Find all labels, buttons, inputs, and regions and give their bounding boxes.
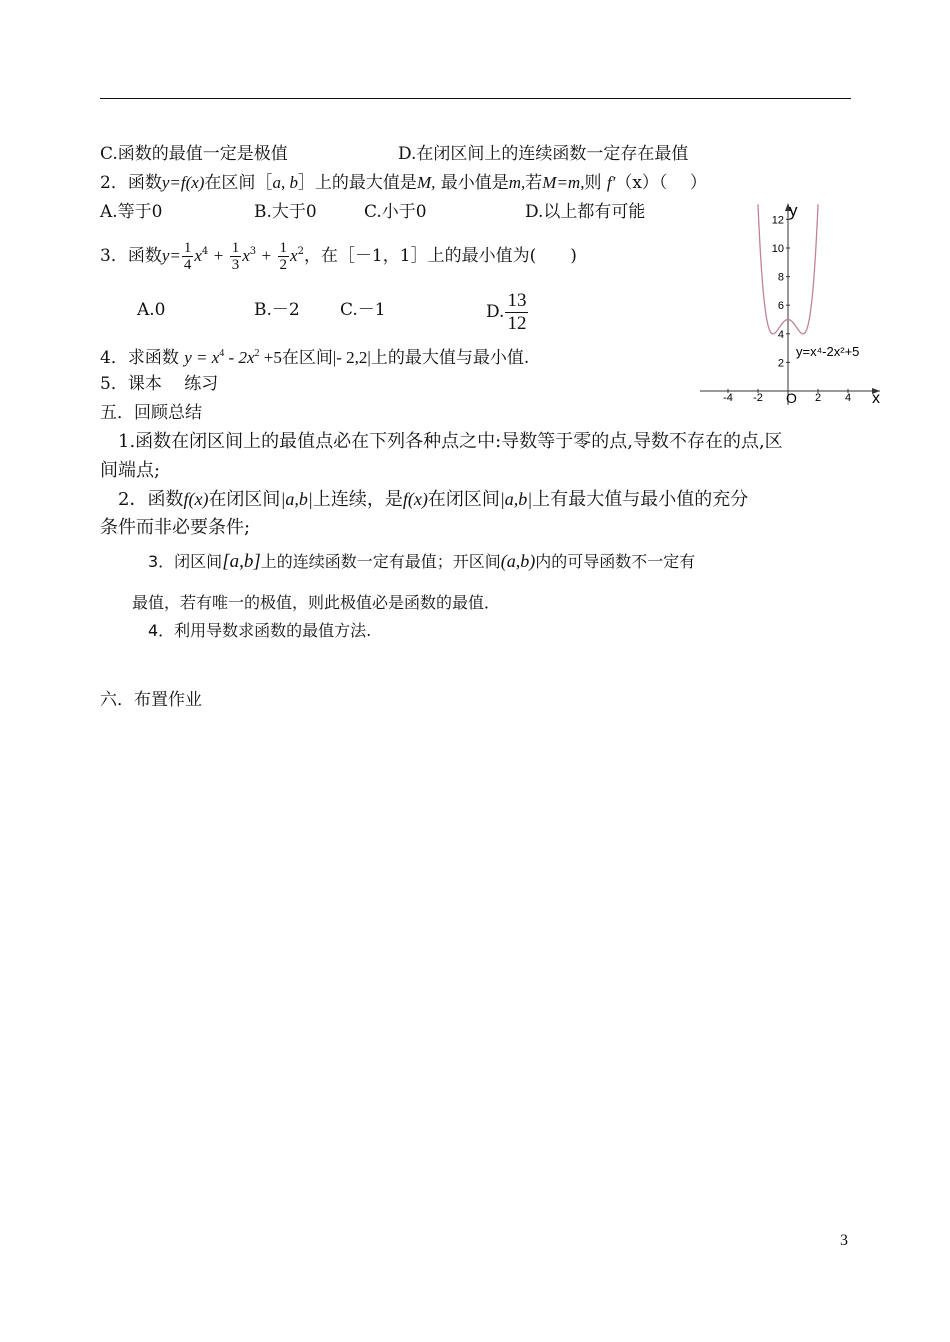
graph-y-label: y <box>789 201 798 220</box>
q4-stem-b: 在区间 <box>281 348 333 368</box>
summary-point-2-line-2: 条件而非必要条件; <box>100 517 251 538</box>
q2-stem-b: 在区间［ <box>204 173 273 193</box>
summary-p2-interval: |a,b| <box>280 489 313 509</box>
graph-y-ticks <box>772 214 790 369</box>
graph-y-tick-label: 8 <box>777 271 784 284</box>
q2-derivative: f′ <box>606 173 616 192</box>
section-5-title: 五．回顾总结 <box>100 403 202 423</box>
summary-point-1-line-1: 1.函数在闭区间上的最值点必在下列各种点之中:导数等于零的点,导数不存在的点,区 <box>118 431 783 452</box>
summary-point-4: 4．利用导数求函数的最值方法. <box>148 621 372 640</box>
graph-x-tick-label: 4 <box>844 392 852 404</box>
q3-exp-2: 3 <box>249 246 257 257</box>
graph-y-tick-label: 4 <box>777 328 784 341</box>
q3-exp-1: 4 <box>201 246 209 257</box>
q3-option-d-prefix: D. <box>486 302 505 322</box>
graph-origin-label: O <box>786 390 797 406</box>
q2-condition: M=m, <box>542 173 585 192</box>
q1-option-d: D.在闭区间上的连续函数一定存在最值 <box>398 144 689 164</box>
q2-option-d: D.以上都有可能 <box>525 202 646 222</box>
q2-option-b: B.大于0 <box>254 202 317 222</box>
q2-stem-a: 2．函数 <box>100 173 162 193</box>
q4-func: y = x <box>184 348 220 367</box>
q2-stem-g: （x）（ ） <box>615 173 707 193</box>
graph-x-tick-label: 2 <box>814 392 822 404</box>
summary-p2-c: 上连续，是 <box>312 489 403 510</box>
section-6-title: 六．布置作业 <box>100 690 202 710</box>
q3-term-1: x <box>194 246 202 265</box>
summary-p2-interval-2: |a,b| <box>499 489 533 509</box>
q2-max: M, <box>416 173 436 192</box>
q2-stem-f: 则 <box>584 173 602 193</box>
q3-option-b: B.－2 <box>254 300 300 320</box>
q3-f2-den: 3 <box>231 257 240 273</box>
q3-option-d-den: 12 <box>507 313 527 334</box>
graph-x-tick-label: -2 <box>753 392 763 404</box>
q3-f1-den: 4 <box>183 257 192 273</box>
page-number: 3 <box>840 1232 848 1249</box>
graph-x-label: x <box>872 390 880 407</box>
q3-y: y= <box>161 246 181 265</box>
q3-f3-den: 2 <box>279 257 288 273</box>
summary-p3-open-interval: (a,b) <box>500 551 536 571</box>
q4-tail: +5 <box>259 348 282 367</box>
q2-option-a: A.等于0 <box>100 202 163 222</box>
q3-term-2: x <box>242 246 250 265</box>
q4-exp-2: 2 <box>254 348 260 359</box>
graph-y-tick-label: 6 <box>777 300 784 313</box>
summary-point-1-line-2: 间端点; <box>100 460 161 481</box>
q3-exp-3: 2 <box>297 246 304 257</box>
summary-p3-interval: [a,b] <box>222 551 261 572</box>
q3-f2-num: 1 <box>231 240 240 256</box>
graph-x-tick-label: -4 <box>723 392 733 404</box>
q3-stem-b: ，在［－1，1］上的最小值为( ) <box>303 246 577 266</box>
q2-stem-e: 若 <box>525 173 543 193</box>
q4-exp-1: 4 <box>219 348 225 359</box>
question-5: 5．课本 练习 <box>100 374 219 394</box>
q3-option-d-num: 13 <box>507 290 527 311</box>
summary-p2-b: 在闭区间 <box>208 489 281 510</box>
q3-f3-num: 1 <box>279 240 288 256</box>
q3-option-a: A.0 <box>137 300 166 320</box>
q4-interval: |- 2,2| <box>332 348 371 367</box>
summary-p2-f: f(x) <box>183 489 209 509</box>
q3-term-3: x <box>290 246 298 265</box>
q3-f1-num: 1 <box>183 240 192 256</box>
graph-y-tick-label: 10 <box>771 243 784 255</box>
summary-p2-a: 2．函数 <box>118 489 184 510</box>
q3-option-c: C.－1 <box>340 300 386 320</box>
q3-plus-1: + <box>213 246 224 265</box>
q2-min: m, <box>508 173 526 192</box>
summary-p3-a: 3．闭区间 <box>148 552 223 571</box>
q2-stem-c: ］上的最大值是 <box>297 173 417 193</box>
graph-y-tick-label: 12 <box>771 214 784 227</box>
q2-stem-d: 最小值是 <box>435 173 509 193</box>
q3-plus-2: + <box>261 246 272 265</box>
summary-p2-e: 上有最大值与最小值的充分 <box>532 489 749 510</box>
q2-func: y=f(x) <box>161 173 205 192</box>
graph-y-tick-label: 2 <box>777 357 784 370</box>
q1-option-c: C.函数的最值一定是极值 <box>100 144 288 164</box>
q2-option-c: C.小于0 <box>364 202 427 222</box>
summary-p2-f2: f(x) <box>402 489 428 509</box>
summary-p3-c: 内的可导函数不一定有 <box>535 552 696 571</box>
q4-stem-a: 4．求函数 <box>100 348 179 368</box>
summary-point-3-line-2: 最值，若有唯一的极值，则此极值必是函数的最值． <box>132 593 501 612</box>
q4-stem-c: 上的最大值与最小值. <box>370 348 530 368</box>
q2-interval: a, b <box>272 173 298 192</box>
q4-mid: - 2x <box>224 348 255 367</box>
q3-stem-a: 3．函数 <box>100 246 162 266</box>
summary-p3-b: 上的连续函数一定有最值；开区间 <box>260 552 501 571</box>
summary-p2-d: 在闭区间 <box>427 489 500 510</box>
graph-equation: y=x⁴-2x²+5 <box>796 344 860 359</box>
